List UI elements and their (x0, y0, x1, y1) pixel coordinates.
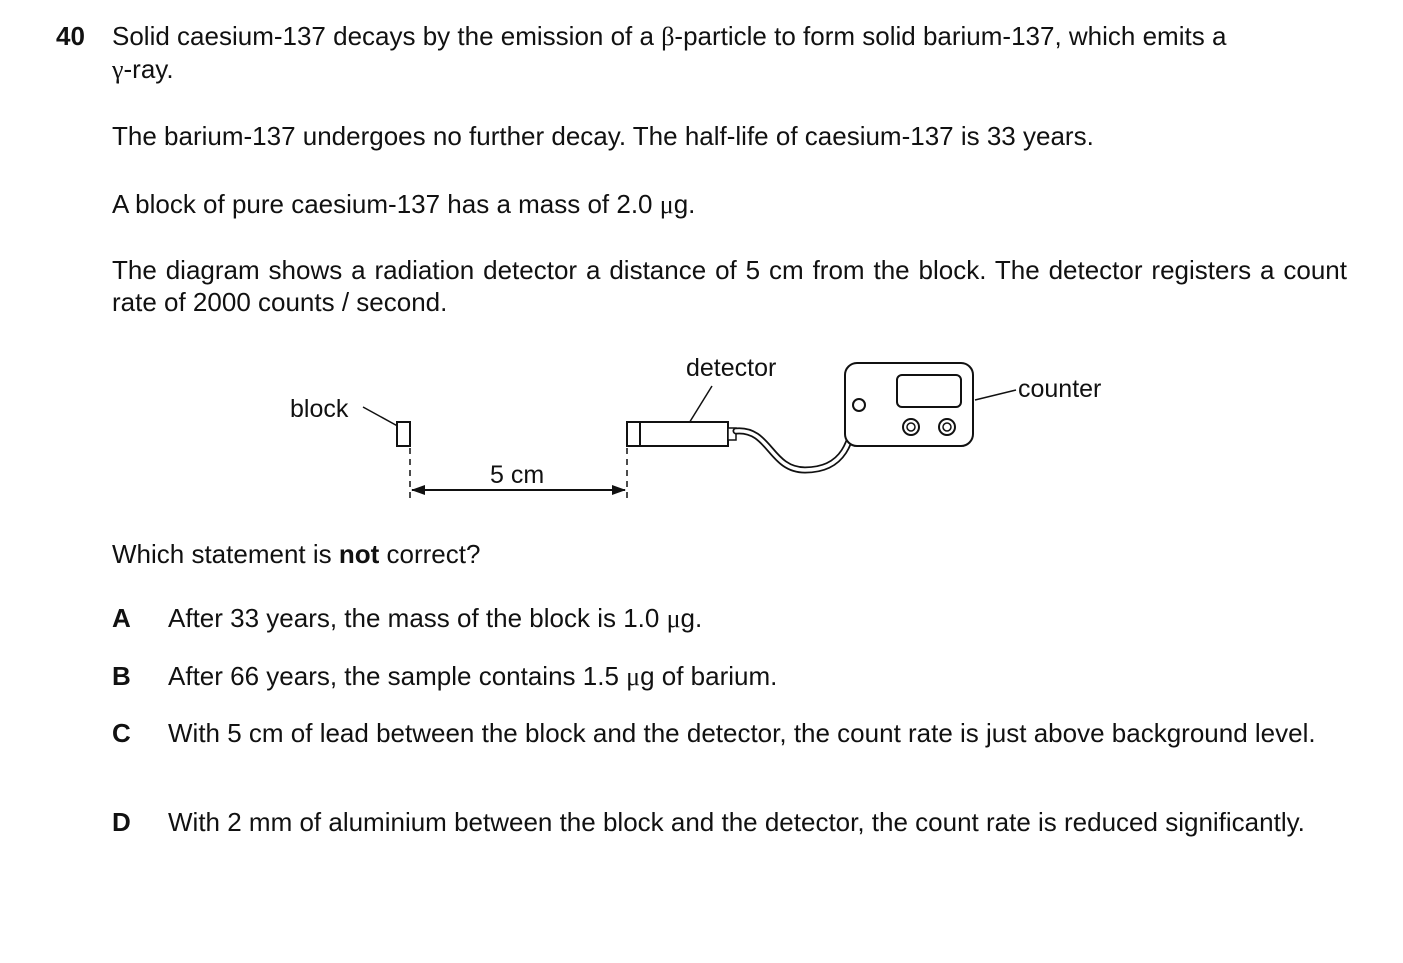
option-d[interactable] (112, 806, 1347, 838)
counter-knob-left-inner (907, 423, 915, 431)
option-a-letter: A (112, 603, 131, 633)
option-a-text: After 33 years, the mass of the block is 1.0 μg. (168, 603, 703, 633)
detector-tube (627, 422, 728, 446)
prompt-emphasis: not (338, 539, 380, 569)
option-b[interactable] (112, 660, 1347, 693)
caesium-block (397, 422, 410, 446)
counter-knob-right-inner (943, 423, 951, 431)
gamma-symbol: γ (112, 55, 124, 84)
option-d-letter: D (112, 807, 131, 837)
block-label: block (290, 395, 349, 423)
counter-display (897, 375, 961, 407)
question-paragraph-4: The diagram shows a radiation detector a distance of 5 cm from the block. The detector registers a count rate of 2000 counts / second. (112, 255, 1347, 317)
question-paragraph-1: Solid caesium-137 decays by the emission of a β-particle to form solid barium-137, which emits a γ-ray. (112, 21, 1227, 84)
detector-cable-inner (736, 412, 855, 470)
question-paragraph-3: A block of pure caesium-137 has a mass of 2.0 μg. (112, 189, 696, 219)
option-d-text: With 2 mm of aluminium between the block and the detector, the count rate is reduced significantly. (168, 807, 1305, 837)
counter-label: counter (1018, 375, 1102, 403)
mu-symbol: μ (659, 190, 674, 219)
counter-leader-line (975, 390, 1016, 400)
distance-label: 5 cm (490, 461, 545, 489)
option-b-text: After 66 years, the sample contains 1.5 μg of barium. (168, 661, 778, 691)
option-c[interactable] (112, 717, 1347, 749)
option-c-letter: C (112, 718, 131, 748)
beta-symbol: β (661, 22, 675, 51)
question-paragraph-2: The barium-137 undergoes no further decay. The half-life of caesium-137 is 33 years. (112, 121, 1094, 151)
question-number: 40 (56, 21, 85, 51)
counter-input-socket (853, 399, 865, 411)
option-a[interactable] (112, 602, 1347, 635)
question-prompt: Which statement is not correct? (112, 539, 481, 569)
detector-label: detector (686, 354, 777, 382)
option-b-letter: B (112, 661, 131, 691)
option-c-text: With 5 cm of lead between the block and the detector, the count rate is just above background level. (168, 718, 1316, 748)
